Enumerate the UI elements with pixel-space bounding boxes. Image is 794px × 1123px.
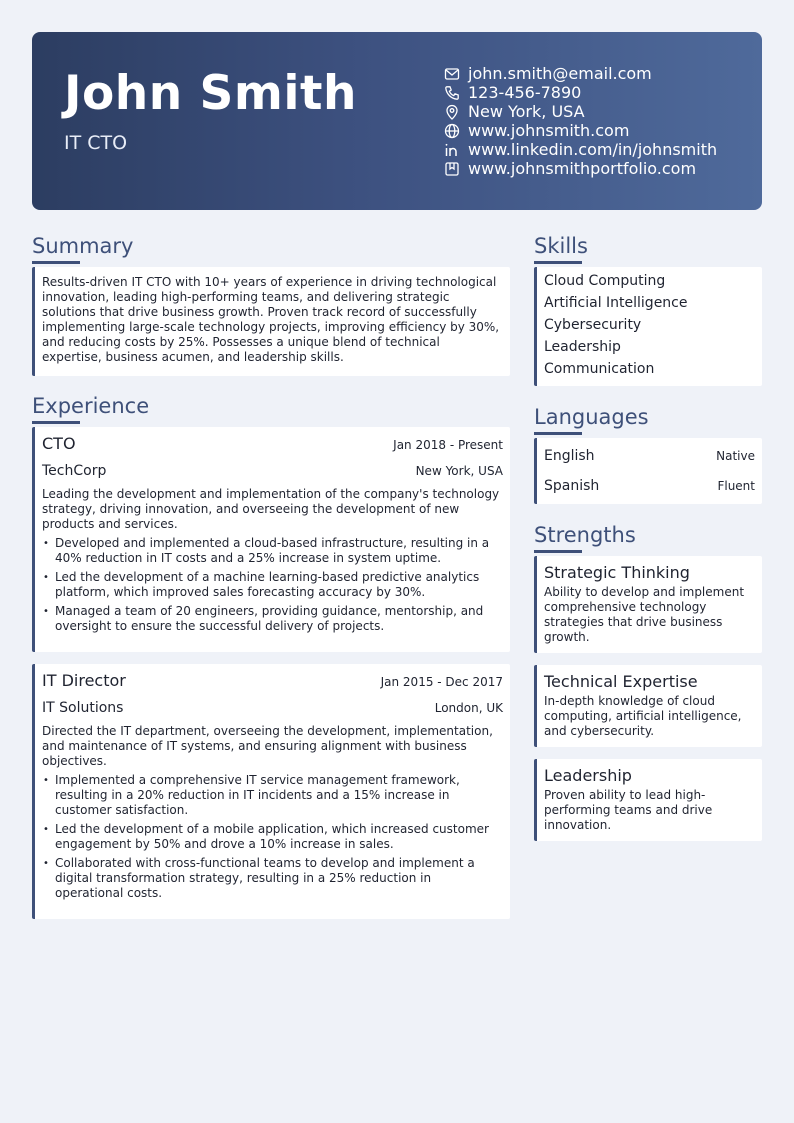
skill-item: Artificial Intelligence (544, 295, 688, 311)
strength-card (534, 665, 762, 747)
contact-phone-text[interactable]: 123-456-7890 (468, 83, 582, 102)
job-location: New York, USA (415, 464, 503, 478)
strength-card (534, 759, 762, 841)
job-achievements (42, 773, 503, 901)
candidate-name: John Smith (64, 66, 357, 121)
contact-linkedin[interactable] (444, 140, 717, 159)
strengths-heading: Strengths (534, 523, 636, 547)
languages-card (534, 438, 762, 504)
skills-card (534, 267, 762, 386)
contact-portfolio-text[interactable]: www.johnsmithportfolio.com (468, 159, 697, 178)
summary-text: Results-driven IT CTO with 10+ years of experience in driving technological innovation, leading high-performing teams, and delivering strategic solutions that drive business growth. Proven track record of successfully implementing large-scale technology projects, improving efficiency by 30%, and reducing costs by 25%. Possesses a unique blend of technical expertise, business acumen, and leadership skills. (42, 275, 500, 364)
section-underline (534, 550, 582, 553)
location-pin-icon (444, 104, 460, 120)
experience-section (32, 392, 510, 919)
skills-section (534, 232, 762, 386)
job-role: CTO (42, 434, 76, 453)
language-name: English (544, 448, 595, 464)
summary-card (32, 267, 510, 376)
job-description: Directed the IT department, overseeing the development, implementation, and maintenance of IT systems, and ensuring alignment with business objectives. (42, 724, 493, 768)
strength-title: Technical Expertise (544, 672, 698, 691)
phone-icon (444, 85, 460, 101)
job-header-row (42, 671, 503, 692)
languages-section (534, 403, 762, 504)
job-company: IT Solutions (42, 700, 124, 716)
contact-phone[interactable] (444, 83, 717, 102)
section-underline (534, 432, 582, 435)
skill-item: Cybersecurity (544, 317, 642, 333)
right-column (534, 232, 762, 853)
contact-website-text[interactable]: www.johnsmith.com (468, 121, 630, 140)
contact-linkedin-text[interactable]: www.linkedin.com/in/johnsmith (468, 140, 718, 159)
resume-header (32, 32, 762, 210)
globe-icon (444, 123, 460, 139)
language-level: Native (716, 449, 755, 463)
job-dates: Jan 2015 - Dec 2017 (380, 675, 503, 689)
strength-title: Leadership (544, 766, 632, 785)
language-row (544, 471, 755, 501)
achievement-item: • Developed and implemented a cloud-based infrastructure, resulting in a 40% reduction in IT costs and a 25% increase in system uptime. (42, 536, 503, 566)
language-name: Spanish (544, 478, 600, 494)
strength-description: Proven ability to lead high-performing teams and drive innovation. (544, 788, 713, 832)
section-underline (534, 261, 582, 264)
section-underline (32, 261, 80, 264)
contact-portfolio[interactable] (444, 159, 717, 178)
job-company-row (42, 698, 503, 718)
skill-item: Cloud Computing (544, 273, 666, 289)
strength-title: Strategic Thinking (544, 563, 690, 582)
strength-description: Ability to develop and implement comprehensive technology strategies that drive business growth. (544, 585, 745, 644)
left-column (32, 232, 510, 931)
achievement-item: • Led the development of a mobile application, which increased customer engagement by 50% and drove a 10% increase in sales. (42, 822, 503, 852)
section-underline (32, 421, 80, 424)
languages-heading: Languages (534, 405, 649, 429)
summary-heading: Summary (32, 234, 134, 258)
job-company: TechCorp (42, 463, 107, 479)
experience-heading: Experience (32, 394, 150, 418)
candidate-title: IT CTO (64, 132, 128, 154)
contact-email-text[interactable]: john.smith@email.com (468, 64, 652, 83)
achievement-item: • Managed a team of 20 engineers, providing guidance, mentorship, and oversight to ensure the successful delivery of projects. (42, 604, 503, 634)
contact-location-text: New York, USA (468, 102, 585, 121)
skills-heading: Skills (534, 234, 588, 258)
skill-item: Communication (544, 361, 655, 377)
strength-description: In-depth knowledge of cloud computing, artificial intelligence, and cybersecurity. (544, 694, 742, 738)
language-level: Fluent (717, 479, 755, 493)
strengths-section (534, 521, 762, 841)
contact-list (444, 64, 717, 178)
linkedin-icon (444, 142, 460, 158)
language-row (544, 441, 755, 471)
summary-section (32, 232, 510, 376)
portfolio-icon (444, 161, 460, 177)
job-header-row (42, 434, 503, 455)
skill-item: Leadership (544, 339, 621, 355)
job-achievements (42, 536, 503, 634)
experience-card (32, 664, 510, 919)
job-dates: Jan 2018 - Present (393, 438, 503, 452)
job-role: IT Director (42, 671, 126, 690)
contact-email[interactable] (444, 64, 717, 83)
job-company-row (42, 461, 503, 481)
achievement-item: • Collaborated with cross-functional teams to develop and implement a digital transformation strategy, resulting in a 25% reduction in operational costs. (42, 856, 503, 901)
job-location: London, UK (434, 701, 503, 715)
strength-card (534, 556, 762, 653)
envelope-icon (444, 66, 460, 82)
achievement-item: • Led the development of a machine learning-based predictive analytics platform, which improved sales forecasting accuracy by 30%. (42, 570, 503, 600)
contact-website[interactable] (444, 121, 717, 140)
contact-location (444, 102, 717, 121)
job-description: Leading the development and implementation of the company's technology strategy, driving innovation, and overseeing the development of new products and services. (42, 487, 500, 531)
achievement-item: • Implemented a comprehensive IT service management framework, resulting in a 20% reduction in IT incidents and a 15% increase in customer satisfaction. (42, 773, 503, 818)
experience-card (32, 427, 510, 652)
